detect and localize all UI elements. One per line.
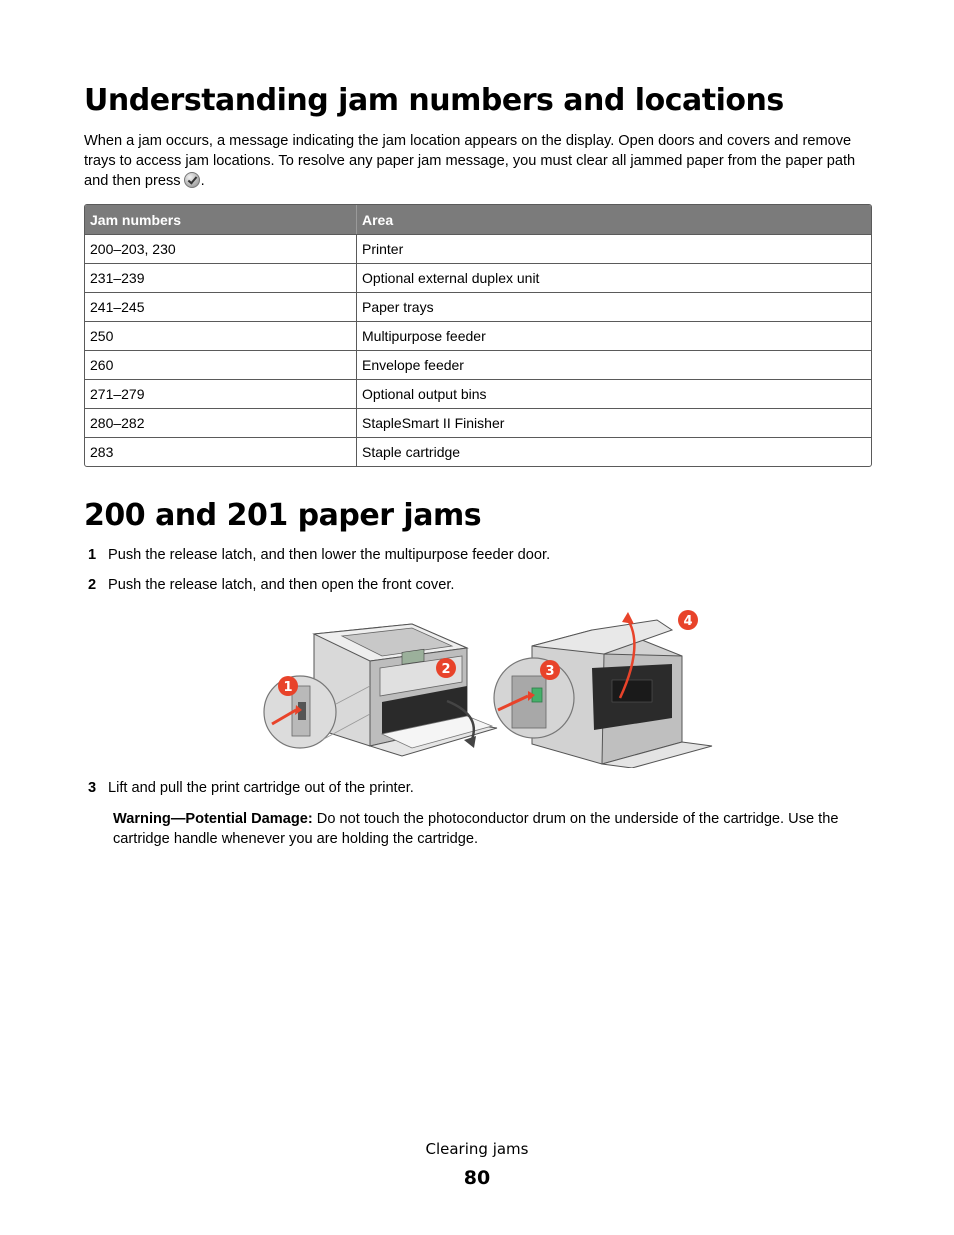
callout-2-label: 2 [441, 662, 451, 677]
area-cell: Optional external duplex unit [362, 270, 540, 286]
callout-1-label: 1 [283, 680, 293, 695]
table-row [85, 263, 871, 292]
header-jam-numbers: Jam numbers [85, 205, 357, 234]
jam-numbers-table [84, 204, 872, 467]
step-number: 3 [88, 780, 97, 796]
zoom-circle-latch-3 [494, 658, 574, 738]
jam-number-cell: 283 [85, 438, 357, 466]
jam-number-cell: 250 [85, 322, 357, 350]
table-row [85, 408, 871, 437]
area-cell: Multipurpose feeder [362, 328, 486, 344]
callout-4-label: 4 [683, 614, 693, 629]
table-row [85, 292, 871, 321]
printer-illustration [262, 606, 718, 768]
area-cell: Paper trays [362, 299, 434, 315]
step-2 [88, 575, 454, 595]
jam-number-cell: 260 [85, 351, 357, 379]
step-text: Lift and pull the print cartridge out of the printer. [108, 780, 414, 796]
jam-number-cell: 271–279 [85, 380, 357, 408]
footer-section-name: Clearing jams [425, 1140, 529, 1158]
intro-text: When a jam occurs, a message indicating the jam location appears on the display. Open doors and covers and remove trays to access jam locations. To resolve any paper jam message, you must clear all jammed paper from the paper path and then press [84, 133, 856, 189]
footer-page-number: 80 [463, 1167, 491, 1189]
step-number: 1 [88, 547, 97, 563]
step-1 [88, 545, 550, 565]
callout-3-label: 3 [545, 664, 555, 679]
area-cell: Printer [362, 241, 404, 257]
jam-number-cell: 200–203, 230 [85, 235, 357, 263]
jam-number-cell: 241–245 [85, 293, 357, 321]
step-text: Push the release latch, and then open the front cover. [108, 577, 455, 593]
step-3 [88, 778, 414, 798]
table-row [85, 350, 871, 379]
table-row [85, 437, 871, 466]
callout-3 [540, 660, 560, 680]
table-row [85, 234, 871, 263]
callout-4 [678, 610, 698, 630]
intro-paragraph [84, 131, 874, 191]
warning-label: Warning—Potential Damage: [113, 811, 313, 827]
left-printer [314, 624, 497, 756]
callout-1 [278, 676, 298, 696]
jam-number-cell: 280–282 [85, 409, 357, 437]
warning-text: Do not touch the photoconductor drum on the underside of the cartridge. Use the cartridge handle whenever you are holding the cartridge. [113, 811, 839, 847]
intro-end: . [200, 173, 205, 189]
select-check-icon [184, 172, 200, 188]
area-cell: Optional output bins [362, 386, 487, 402]
table-header-row [85, 205, 871, 234]
table-row [85, 379, 871, 408]
step-text: Push the release latch, and then lower the multipurpose feeder door. [108, 547, 551, 563]
callout-2 [436, 658, 456, 678]
warning-note [113, 809, 873, 849]
area-cell: StapleSmart II Finisher [362, 415, 505, 431]
table-row [85, 321, 871, 350]
area-cell: Staple cartridge [362, 444, 461, 460]
step-number: 2 [88, 577, 97, 593]
page-title-jam-numbers: Understanding jam numbers and locations [84, 83, 784, 118]
area-cell: Envelope feeder [362, 357, 464, 373]
section-title-200-201: 200 and 201 paper jams [84, 498, 482, 533]
jam-number-cell: 231–239 [85, 264, 357, 292]
header-area: Area [362, 211, 394, 228]
